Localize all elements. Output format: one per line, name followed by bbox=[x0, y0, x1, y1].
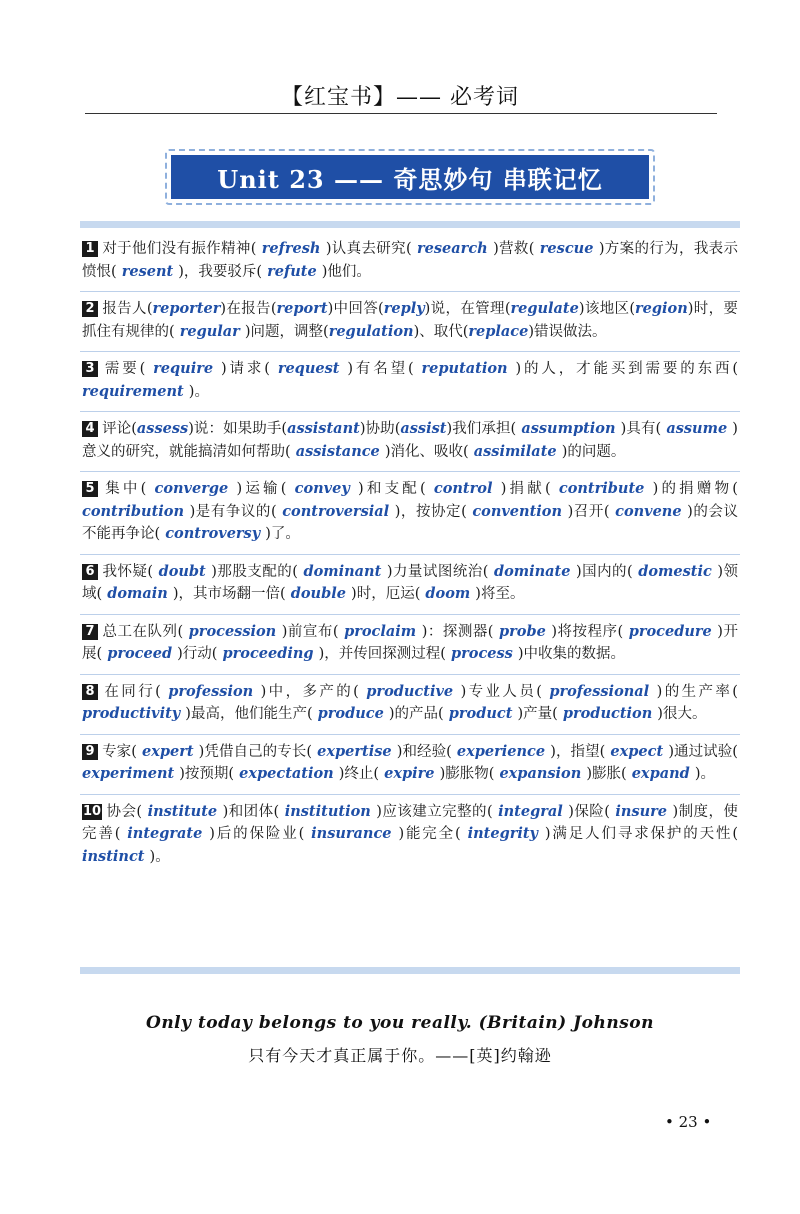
sentence-fragment: )后的保险业( bbox=[209, 826, 305, 842]
vocab-word: reply bbox=[383, 300, 425, 317]
vocab-word: research bbox=[411, 240, 494, 257]
vocab-word: contribute bbox=[550, 480, 653, 497]
entry-item bbox=[80, 292, 740, 352]
sentence-fragment: )有名望( bbox=[347, 361, 414, 377]
vocab-word: integral bbox=[492, 802, 569, 820]
sentence-fragment: )的会议不能再争论( bbox=[82, 503, 738, 542]
vocab-word: expire bbox=[379, 765, 440, 782]
sentence-fragment: )将至。 bbox=[475, 586, 525, 602]
sentence-fragment: 对于他们没有振作精神( bbox=[102, 241, 257, 257]
sentence-fragment: )：探测器( bbox=[421, 623, 494, 640]
sentence-fragment: )。 bbox=[694, 766, 716, 782]
sentence-fragment: )很大。 bbox=[657, 706, 707, 722]
sentence-fragment: )。 bbox=[188, 383, 209, 400]
vocab-word: refresh bbox=[256, 240, 326, 257]
vocab-word: probe bbox=[493, 622, 552, 640]
vocab-word: expectation bbox=[234, 765, 339, 782]
vocab-word: process bbox=[445, 645, 518, 662]
sentence-fragment: )请求( bbox=[221, 361, 270, 377]
entry-item bbox=[80, 795, 740, 877]
entry-number-badge: 9 bbox=[82, 744, 98, 760]
entry-text bbox=[82, 681, 738, 726]
entry-item bbox=[80, 735, 740, 795]
sentence-fragment: )是有争议的( bbox=[189, 503, 277, 520]
vocab-word: assistant bbox=[287, 420, 360, 437]
entry-number-badge: 7 bbox=[82, 624, 98, 640]
top-stripe-divider bbox=[80, 221, 740, 228]
page-number: • 23 • bbox=[665, 1113, 712, 1131]
sentence-fragment: )最高，他们能生产( bbox=[185, 706, 313, 722]
entry-number-badge: 1 bbox=[82, 241, 98, 257]
entry-number-badge: 4 bbox=[82, 421, 98, 437]
sentence-fragment: )膨胀( bbox=[586, 766, 627, 782]
sentence-fragment: )消化、吸收( bbox=[384, 443, 469, 460]
header-title: 【红宝书】—— 必考词 bbox=[281, 85, 519, 110]
sentence-fragment: )了。 bbox=[265, 526, 300, 542]
entry-text bbox=[82, 561, 738, 606]
sentence-fragment: )的问题。 bbox=[561, 443, 626, 460]
unit-banner-frame bbox=[165, 149, 655, 205]
bottom-stripe-divider bbox=[80, 967, 740, 974]
sentence-fragment: )应该建立完整的( bbox=[376, 803, 493, 820]
vocab-word: controversy bbox=[160, 525, 266, 542]
entry-number-badge: 8 bbox=[82, 684, 98, 700]
vocab-word: request bbox=[269, 360, 348, 377]
sentence-fragment: )膨胀物( bbox=[439, 766, 495, 782]
vocab-word: expansion bbox=[494, 765, 587, 782]
sentence-fragment: )问题，调整( bbox=[244, 323, 329, 340]
vocab-word: expand bbox=[626, 765, 695, 782]
sentence-fragment: )中，多产的( bbox=[260, 683, 359, 700]
vocab-word: proceeding bbox=[217, 645, 319, 662]
entry-number-badge: 10 bbox=[83, 803, 102, 819]
sentence-fragment: )终止( bbox=[338, 766, 380, 782]
sentence-fragment: )该地区( bbox=[578, 301, 636, 317]
sentence-fragment: )领域( bbox=[82, 563, 738, 602]
entry-number-badge: 3 bbox=[82, 361, 98, 377]
vocab-word: expertise bbox=[312, 742, 397, 760]
entry-number-badge: 5 bbox=[82, 481, 98, 497]
unit-banner-title: Unit 23 —— 奇思妙句 串联记忆 bbox=[171, 155, 649, 199]
sentence-fragment: )协助( bbox=[359, 421, 401, 437]
vocab-word: integrity bbox=[460, 825, 545, 842]
sentence-fragment: 评论( bbox=[102, 421, 137, 437]
sentence-fragment: )认真去研究( bbox=[325, 241, 412, 257]
vocab-word: assume bbox=[661, 420, 733, 437]
sentence-fragment: )在报告( bbox=[220, 301, 277, 317]
vocab-word: convention bbox=[466, 502, 568, 520]
vocab-word: product bbox=[443, 705, 518, 722]
vocab-word: replace bbox=[468, 322, 529, 340]
sentence-fragment: 集中( bbox=[102, 481, 147, 497]
sentence-fragment: )的捐赠物( bbox=[652, 481, 738, 497]
sentence-fragment: )行动( bbox=[177, 646, 218, 662]
quote-chinese: 只有今天才真正属于你。——[英]约翰逊 bbox=[248, 1046, 552, 1065]
vocab-word: refute bbox=[262, 262, 322, 280]
vocab-word: require bbox=[145, 360, 221, 377]
sentence-fragment: )满足人们寻求保护的天性( bbox=[544, 826, 738, 842]
sentence-fragment: )意义的研究，就能搞清如何帮助( bbox=[82, 421, 738, 460]
sentence-fragment: )，我要驳斥( bbox=[178, 263, 263, 280]
vocab-word: assistance bbox=[290, 442, 385, 460]
vocab-word: dominant bbox=[297, 562, 387, 580]
sentence-fragment: 我怀疑( bbox=[102, 563, 154, 580]
sentence-fragment: )。 bbox=[149, 848, 170, 865]
vocab-word: proceed bbox=[102, 645, 178, 662]
entry-item bbox=[80, 472, 740, 555]
vocab-word: assist bbox=[400, 420, 447, 437]
entry-text bbox=[82, 741, 738, 786]
sentence-fragment: )凭借自己的专长( bbox=[198, 743, 313, 760]
entry-text bbox=[82, 478, 738, 546]
entry-text bbox=[82, 238, 738, 283]
vocab-word: convene bbox=[609, 502, 688, 520]
vocab-word: insurance bbox=[304, 825, 399, 842]
sentence-fragment: )中回答( bbox=[327, 301, 384, 317]
sentence-fragment: )，并传回探测过程( bbox=[318, 646, 446, 662]
sentence-fragment: )，按协定( bbox=[394, 503, 467, 520]
vocab-word: produce bbox=[312, 705, 389, 722]
entry-number-badge: 2 bbox=[82, 301, 98, 317]
vocab-word: reporter bbox=[152, 300, 221, 317]
sentence-fragment: )制度，使完善( bbox=[82, 803, 738, 842]
sentence-fragment: 协会( bbox=[106, 803, 143, 820]
vocab-word: institution bbox=[279, 802, 377, 820]
sentence-fragment: )、取代( bbox=[413, 323, 469, 340]
vocab-word: rescue bbox=[534, 240, 599, 257]
sentence-fragment: )召开( bbox=[567, 503, 610, 520]
entry-item bbox=[80, 615, 740, 675]
sentence-fragment: )说，在管理( bbox=[424, 301, 511, 317]
vocab-word: professional bbox=[541, 682, 657, 700]
sentence-fragment: )，指望( bbox=[550, 743, 606, 760]
sentence-fragment: )说：如果助手( bbox=[188, 421, 288, 437]
vocab-word: regulation bbox=[328, 322, 414, 340]
entry-text bbox=[82, 801, 738, 869]
sentence-fragment: )那股支配的( bbox=[211, 563, 298, 580]
header-divider bbox=[85, 113, 717, 114]
vocab-word: controversial bbox=[276, 502, 395, 520]
sentence-fragment: )营救( bbox=[493, 241, 535, 257]
sentence-fragment: )国内的( bbox=[575, 563, 633, 580]
entry-text bbox=[82, 298, 738, 343]
sentence-fragment: 需要( bbox=[102, 361, 146, 377]
sentence-fragment: )中收集的数据。 bbox=[517, 646, 626, 662]
vocab-word: assumption bbox=[516, 420, 621, 437]
sentence-fragment: 报告人( bbox=[102, 301, 153, 317]
vocab-word: dominate bbox=[488, 562, 576, 580]
sentence-fragment: )将按程序( bbox=[551, 623, 624, 640]
sentence-fragment: )他们。 bbox=[321, 263, 371, 280]
vocab-word: control bbox=[425, 480, 501, 497]
sentence-fragment: )时，要抓住有规律的( bbox=[82, 301, 738, 340]
entry-text bbox=[82, 358, 738, 403]
vocab-word: production bbox=[557, 705, 658, 722]
entry-text bbox=[82, 621, 738, 666]
sentence-fragment: )能完全( bbox=[398, 826, 461, 842]
sentence-fragment: )和支配( bbox=[358, 481, 426, 497]
sentence-fragment: )开展( bbox=[82, 623, 738, 662]
vocab-word: regular bbox=[174, 322, 245, 340]
vocab-word: assess bbox=[136, 420, 189, 437]
vocab-word: expert bbox=[136, 742, 199, 760]
sentence-fragment: 专家( bbox=[102, 743, 137, 760]
vocab-word: institute bbox=[142, 802, 223, 820]
sentence-fragment: )运输( bbox=[236, 481, 287, 497]
vocab-word: productive bbox=[358, 682, 461, 700]
vocab-word: insure bbox=[609, 802, 673, 820]
sentence-fragment: 总工在队列( bbox=[102, 623, 184, 640]
sentence-fragment: )错误做法。 bbox=[528, 323, 607, 340]
sentence-fragment: 在同行( bbox=[102, 683, 161, 700]
sentence-fragment: )时，厄运( bbox=[351, 586, 421, 602]
entry-number-badge: 6 bbox=[82, 564, 98, 580]
vocab-word: contribution bbox=[82, 502, 190, 520]
vocab-word: doom bbox=[420, 585, 476, 602]
vocab-word: requirement bbox=[82, 382, 189, 400]
sentence-fragment: )捐献( bbox=[500, 481, 551, 497]
sentence-fragment: )和经验( bbox=[396, 743, 452, 760]
vocab-word: report bbox=[276, 300, 328, 317]
vocab-word: procedure bbox=[623, 622, 718, 640]
sentence-fragment: )专业人员( bbox=[460, 683, 542, 700]
sentence-fragment: )的人，才能买到需要的东西( bbox=[515, 361, 738, 377]
vocab-word: procession bbox=[183, 622, 282, 640]
entry-item bbox=[80, 352, 740, 412]
vocab-word: reputation bbox=[413, 360, 516, 377]
sentence-fragment: )的生产率( bbox=[656, 683, 738, 700]
sentence-fragment: )我们承担( bbox=[446, 421, 517, 437]
entry-item bbox=[80, 675, 740, 735]
entry-list bbox=[80, 232, 740, 876]
vocab-word: resent bbox=[116, 262, 179, 280]
quote-english: Only today belongs to you really. (Britain) Johnson bbox=[146, 1013, 654, 1033]
sentence-fragment: )具有( bbox=[620, 421, 662, 437]
vocab-word: proclaim bbox=[338, 622, 422, 640]
vocab-word: region bbox=[635, 300, 688, 317]
vocab-word: domestic bbox=[632, 562, 718, 580]
sentence-fragment: )保险( bbox=[568, 803, 610, 820]
vocab-word: productivity bbox=[82, 705, 186, 722]
sentence-fragment: )按预期( bbox=[179, 766, 235, 782]
vocab-word: integrate bbox=[120, 825, 210, 842]
sentence-fragment: )，其市场翻一倍( bbox=[172, 586, 286, 602]
vocab-word: profession bbox=[160, 682, 261, 700]
entry-item bbox=[80, 555, 740, 615]
vocab-word: doubt bbox=[153, 562, 212, 580]
vocab-word: convey bbox=[286, 480, 359, 497]
vocab-word: double bbox=[285, 585, 352, 602]
sentence-fragment: )前宣布( bbox=[281, 623, 339, 640]
vocab-word: expect bbox=[605, 742, 669, 760]
sentence-fragment: )和团体( bbox=[222, 803, 280, 820]
sentence-fragment: )方案的行为，我表示愤恨( bbox=[82, 241, 738, 280]
entry-item bbox=[80, 232, 740, 292]
entry-item bbox=[80, 412, 740, 472]
vocab-word: domain bbox=[102, 585, 173, 602]
vocab-word: instinct bbox=[82, 847, 150, 865]
vocab-word: converge bbox=[146, 480, 237, 497]
vocab-word: regulate bbox=[510, 300, 579, 317]
entry-text bbox=[82, 418, 738, 463]
sentence-fragment: )产量( bbox=[517, 706, 558, 722]
sentence-fragment: )通过试验( bbox=[668, 743, 738, 760]
sentence-fragment: )力量试图统治( bbox=[386, 563, 489, 580]
vocab-word: experiment bbox=[82, 765, 180, 782]
vocab-word: assimilate bbox=[468, 442, 562, 460]
vocab-word: experience bbox=[451, 742, 551, 760]
sentence-fragment: )的产品( bbox=[388, 706, 444, 722]
